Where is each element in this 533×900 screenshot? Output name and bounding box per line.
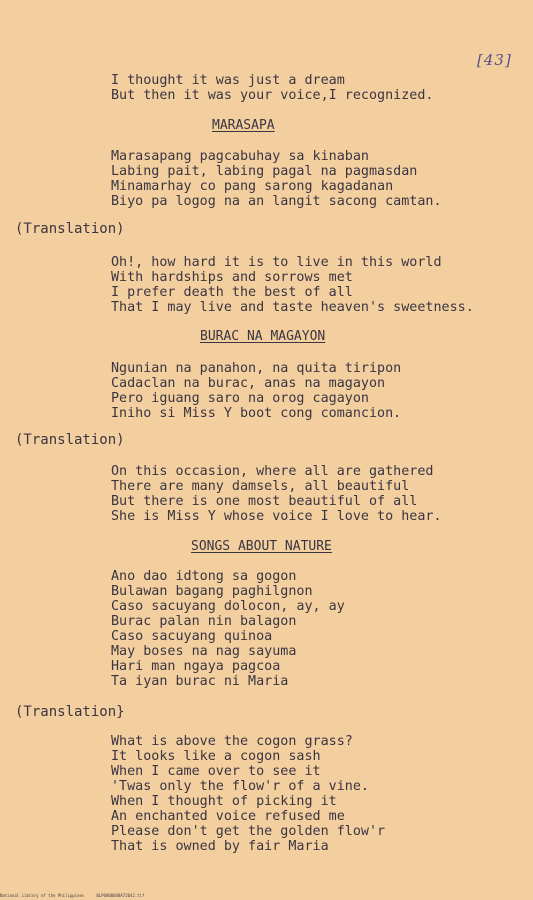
poem-line: Ngunian na panahon, na quita tiripon [111,361,402,376]
poem-line: Oh!, how hard it is to live in this world [111,255,442,270]
archive-footer: National Library of the Philippines BLP00000UBA72042.tif [0,893,145,898]
poem-line: It looks like a cogon sash [111,749,321,764]
song-2-stanza [111,361,401,421]
poem-line: She is Miss Y whose voice I love to hear. [111,509,442,524]
song-1-stanza [111,149,442,209]
song-title-marasapa: MARASAPA [212,118,275,133]
translation-label: (Translation) [15,432,125,448]
poem-line: Bulawan bagang paghilgnon [111,584,313,599]
song-3-translation [111,734,385,854]
poem-line: Caso sacuyang dolocon, ay, ay [111,599,345,614]
poem-line: I thought it was just a dream [111,73,345,88]
poem-line: Pero iguang saro na orog cagayon [111,391,369,406]
page-number: [43] [477,51,512,69]
poem-line: May boses na nag sayuma [111,644,297,659]
poem-line: Iniho si Miss Y boot cong comancion. [111,406,402,421]
poem-line: On this occasion, where all are gathered [111,464,434,479]
poem-line: That I may live and taste heaven's sweetness. [111,300,474,315]
poem-line: An enchanted voice refused me [111,809,345,824]
poem-line: There are many damsels, all beautiful [111,479,410,494]
poem-line: Biyo pa logog na an langit sacong camtan. [111,194,442,209]
song-1-translation [111,255,474,315]
poem-line: 'Twas only the flow'r of a vine. [111,779,369,794]
poem-line: Please don't get the golden flow'r [111,824,386,839]
song-2-translation [111,464,442,524]
poem-line: When I thought of picking it [111,794,337,809]
poem-line: Minamarhay co pang sarong kagadanan [111,179,394,194]
poem-line: Cadaclan na burac, anas na magayon [111,376,386,391]
poem-line: I prefer death the best of all [111,285,353,300]
intro-stanza [111,73,433,103]
poem-line: Labing pait, labing pagal na pagmasdan [111,164,418,179]
poem-line: Caso sacuyang quinoa [111,629,273,644]
poem-line: Burac palan nin balagon [111,614,297,629]
song-title-songs-about-nature: SONGS ABOUT NATURE [191,539,332,554]
poem-line: That is owned by fair Maria [111,839,329,854]
translation-label: (Translation) [15,221,125,237]
song-title-burac-na-magayon: BURAC NA MAGAYON [200,329,326,344]
poem-line: Ta iyan burac ni Maria [111,674,289,689]
song-3-stanza [111,569,345,689]
poem-line: Hari man ngaya pagcoa [111,659,281,674]
translation-label: (Translation} [15,704,125,720]
poem-line: But there is one most beautiful of all [111,494,418,509]
poem-line: Marasapang pagcabuhay sa kinaban [111,149,369,164]
poem-line: What is above the cogon grass? [111,734,353,749]
poem-line: Ano dao idtong sa gogon [111,569,297,584]
poem-line: With hardships and sorrows met [111,270,353,285]
poem-line: But then it was your voice,I recognized. [111,88,434,103]
poem-line: When I came over to see it [111,764,321,779]
